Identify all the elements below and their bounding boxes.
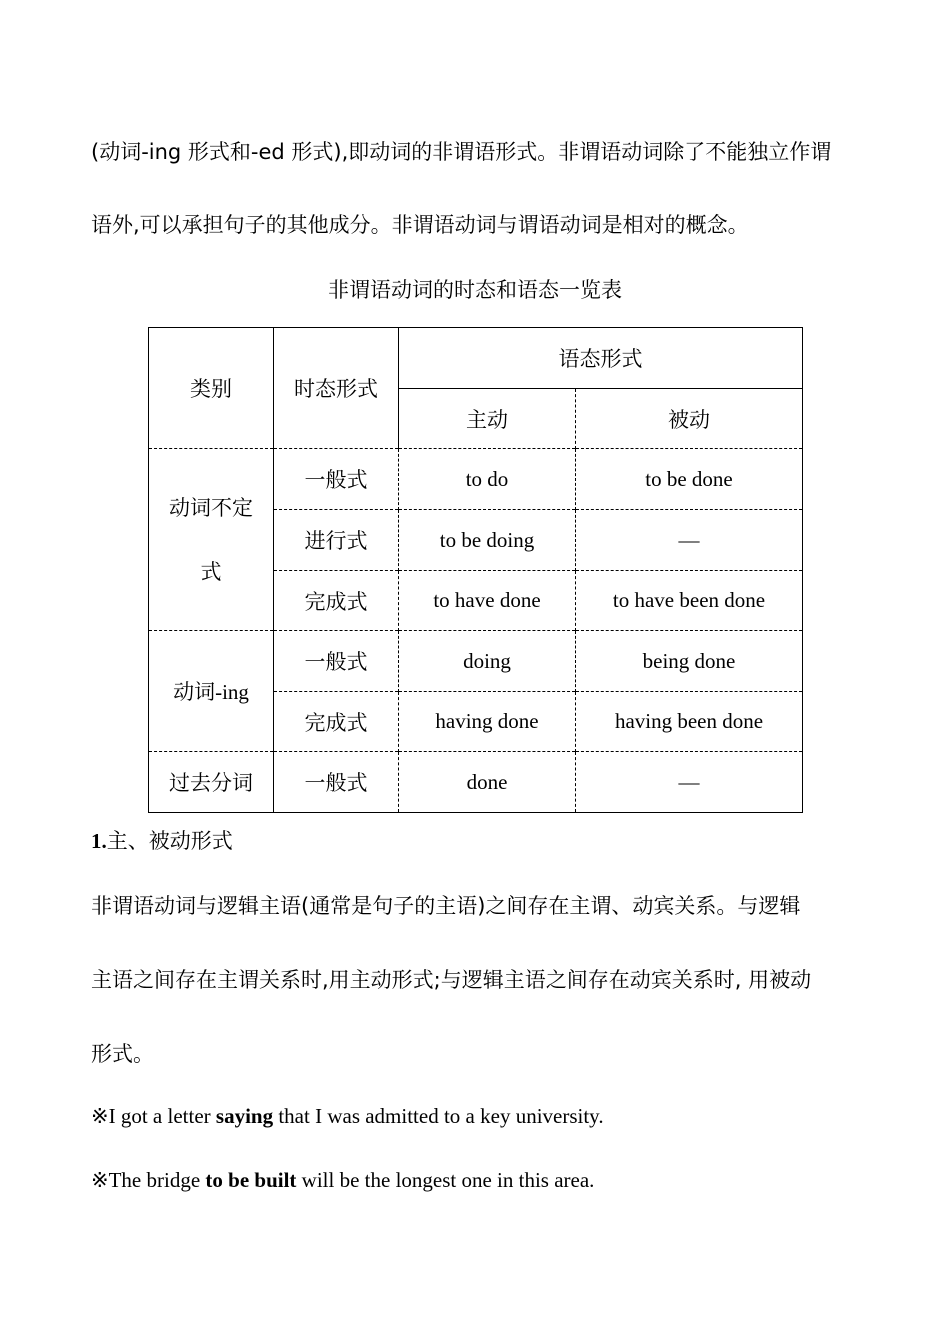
- example-highlight: saying: [215, 1104, 274, 1128]
- section-paragraph-line-1: 非谓语动词与逻辑主语(通常是句子的主语)之间存在主谓、动宾关系。与逻辑: [91, 894, 801, 918]
- header-tense: 时态形式: [274, 328, 399, 449]
- category-infinitive: [149, 449, 274, 631]
- example-text: I got a letter: [108, 1104, 216, 1128]
- active-cell: to have done: [399, 571, 576, 631]
- table-title: 非谓语动词的时态和语态一览表: [328, 278, 622, 302]
- active-cell: doing: [399, 631, 576, 692]
- tense-cell: 一般式: [274, 449, 399, 510]
- category-past-participle: 过去分词: [149, 752, 274, 813]
- intro-line-2: 语外,可以承担句子的其他成分。非谓语动词与谓语动词是相对的概念。: [91, 213, 749, 237]
- passive-cell: —: [576, 752, 803, 813]
- example-text: will be the longest one in this area.: [296, 1168, 595, 1192]
- table-row: [149, 752, 803, 813]
- passive-cell: —: [576, 510, 803, 571]
- active-cell: done: [399, 752, 576, 813]
- active-cell: to be doing: [399, 510, 576, 571]
- section-paragraph-line-2: 主语之间存在主谓关系时,用主动形式;与逻辑主语之间存在动宾关系时, 用被动: [91, 968, 812, 992]
- table-row: [149, 449, 803, 510]
- table-row: [149, 631, 803, 692]
- active-cell: having done: [399, 692, 576, 752]
- header-passive: 被动: [576, 389, 803, 449]
- passive-cell: to be done: [576, 449, 803, 510]
- category-infinitive-line2: 式: [200, 559, 222, 584]
- header-voice: 语态形式: [399, 328, 803, 389]
- example-text: that I was admitted to a key university.: [273, 1104, 604, 1128]
- category-infinitive-line1: 动词不定: [169, 495, 253, 520]
- example-mark: ※: [91, 1104, 109, 1128]
- section-heading: [91, 825, 233, 855]
- example-sentence: [91, 1104, 604, 1129]
- category-ing: 动词-ing: [149, 631, 274, 752]
- intro-line-1: (动词-ing 形式和-ed 形式),即动词的非谓语形式。非谓语动词除了不能独立作谓: [91, 140, 832, 164]
- passive-cell: to have been done: [576, 571, 803, 631]
- tense-cell: 一般式: [274, 631, 399, 692]
- example-text: The bridge: [108, 1168, 206, 1192]
- tense-cell: 进行式: [274, 510, 399, 571]
- header-category: 类别: [149, 328, 274, 449]
- section-paragraph-line-3: 形式。: [91, 1042, 154, 1066]
- section-number: 1.: [91, 829, 107, 853]
- tense-cell: 完成式: [274, 571, 399, 631]
- nonfinite-verb-table: [148, 327, 803, 813]
- passive-cell: having been done: [576, 692, 803, 752]
- active-cell: to do: [399, 449, 576, 510]
- tense-cell: 完成式: [274, 692, 399, 752]
- section-title: 主、被动形式: [106, 829, 233, 853]
- passive-cell: being done: [576, 631, 803, 692]
- tense-cell: 一般式: [274, 752, 399, 813]
- example-sentence: [91, 1168, 594, 1193]
- example-highlight: to be built: [205, 1168, 297, 1192]
- example-mark: ※: [91, 1168, 109, 1192]
- header-active: 主动: [399, 389, 576, 449]
